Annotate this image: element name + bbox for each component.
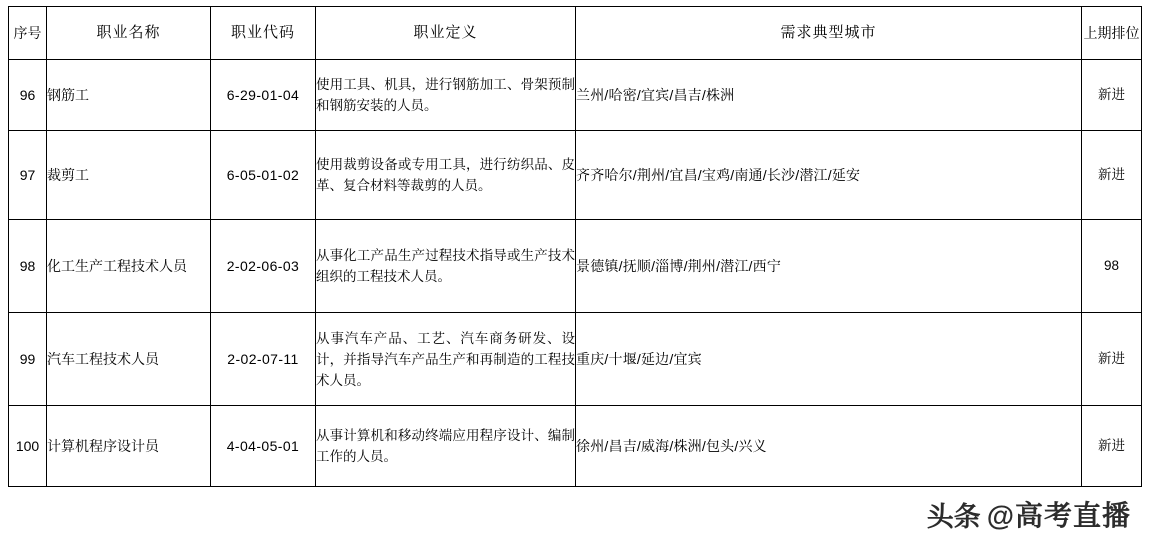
cell-definition: 使用裁剪设备或专用工具，进行纺织品、皮革、复合材料等裁剪的人员。 [316,131,576,220]
cell-definition: 使用工具、机具，进行钢筋加工、骨架预制和钢筋安装的人员。 [316,60,576,131]
cell-seq: 99 [9,313,47,406]
cell-seq: 100 [9,406,47,487]
cell-cities: 齐齐哈尔/荆州/宜昌/宝鸡/南通/长沙/潜江/延安 [576,131,1082,220]
cell-seq: 98 [9,220,47,313]
cell-cities: 兰州/哈密/宜宾/昌吉/株洲 [576,60,1082,131]
occupation-demand-table [8,6,1142,487]
cell-seq: 96 [9,60,47,131]
cell-occupation-name: 汽车工程技术人员 [47,313,211,406]
table-header-row [9,7,1142,60]
cell-rank: 98 [1082,220,1142,313]
cell-occupation-code: 2-02-06-03 [211,220,316,313]
cell-definition: 从事汽车产品、工艺、汽车商务研发、设计，并指导汽车产品生产和再制造的工程技术人员。 [316,313,576,406]
cell-occupation-name: 钢筋工 [47,60,211,131]
cell-rank: 新进 [1082,406,1142,487]
cell-cities: 重庆/十堰/延边/宜宾 [576,313,1082,406]
table-row [9,406,1142,487]
cell-occupation-name: 化工生产工程技术人员 [47,220,211,313]
table-row [9,131,1142,220]
table-row [9,313,1142,406]
watermark-logo: 头条 [926,501,981,532]
cell-cities: 景德镇/抚顺/淄博/荆州/潜江/西宁 [576,220,1082,313]
cell-cities: 徐州/昌吉/威海/株洲/包头/兴义 [576,406,1082,487]
cell-seq: 97 [9,131,47,220]
cell-rank: 新进 [1082,60,1142,131]
column-header-rank: 上期排位 [1082,7,1142,60]
cell-definition: 从事化工产品生产过程技术指导或生产技术组织的工程技术人员。 [316,220,576,313]
column-header-seq: 序号 [9,7,47,60]
cell-rank: 新进 [1082,313,1142,406]
column-header-definition: 职业定义 [316,7,576,60]
table-row [9,220,1142,313]
cell-definition: 从事计算机和移动终端应用程序设计、编制工作的人员。 [316,406,576,487]
cell-occupation-code: 6-29-01-04 [211,60,316,131]
occupation-table-sheet [8,6,1141,534]
cell-rank: 新进 [1082,131,1142,220]
cell-occupation-name: 裁剪工 [47,131,211,220]
cell-occupation-code: 2-02-07-11 [211,313,316,406]
column-header-name: 职业名称 [47,7,211,60]
column-header-cities: 需求典型城市 [576,7,1082,60]
table-row [9,60,1142,131]
column-header-code: 职业代码 [211,7,316,60]
cell-occupation-name: 计算机程序设计员 [47,406,211,487]
watermark-text: @高考直播 [986,500,1131,531]
cell-occupation-code: 6-05-01-02 [211,131,316,220]
cell-occupation-code: 4-04-05-01 [211,406,316,487]
